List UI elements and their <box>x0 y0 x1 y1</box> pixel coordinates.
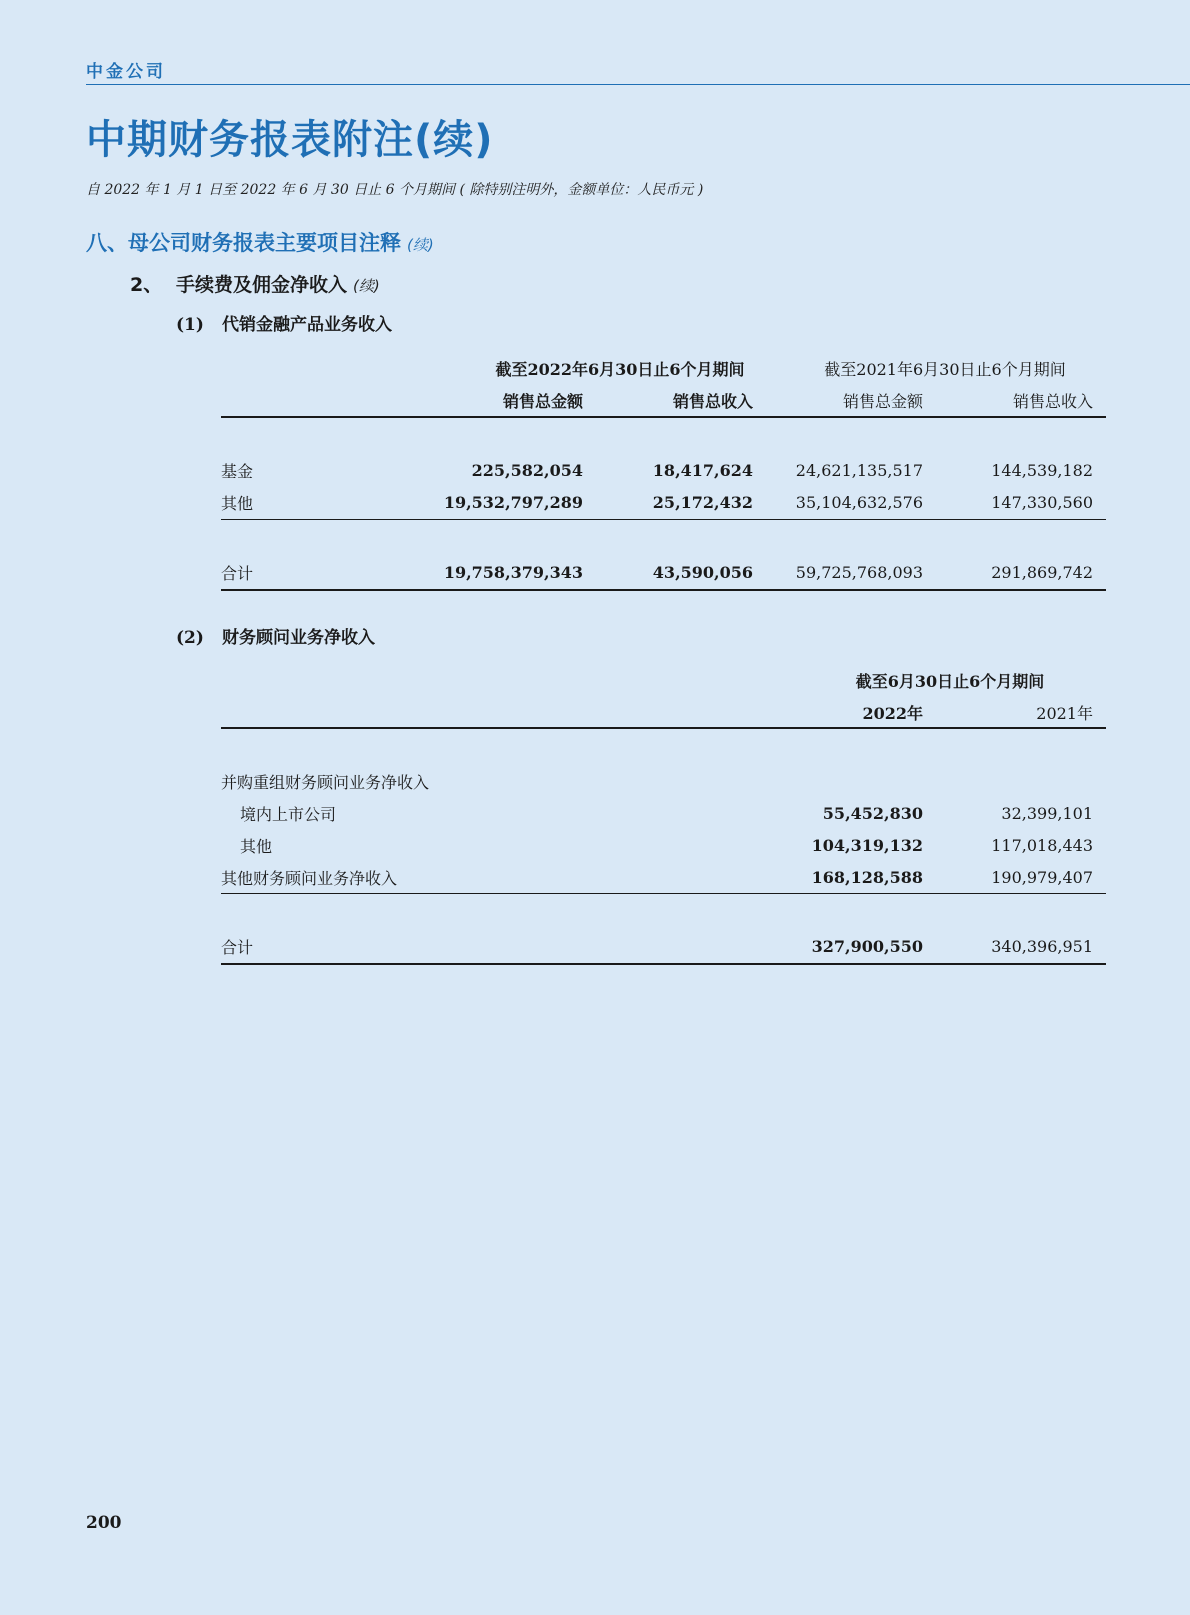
table2-total-rule <box>221 963 1106 965</box>
row-label: 合计 <box>221 564 254 583</box>
cell-value: 104,319,132 <box>811 836 923 855</box>
table1-subtotal-rule <box>221 519 1106 520</box>
cell-value: 144,539,182 <box>991 461 1093 480</box>
table2-heading <box>176 623 375 648</box>
row-label: 其他 <box>221 494 254 513</box>
subsection-heading <box>130 270 380 297</box>
table2-col-header: 2022年 <box>862 704 923 723</box>
section-title: 八、母公司财务报表主要项目注释 <box>86 231 401 255</box>
cell-value: 32,399,101 <box>1001 804 1093 823</box>
subsection-title: 手续费及佣金净收入 <box>176 274 348 296</box>
subsection-number: 2、 <box>130 274 163 296</box>
table2-header-rule <box>221 727 1106 729</box>
table2-col-header: 2021年 <box>1036 704 1093 723</box>
cell-value: 24,621,135,517 <box>795 461 923 480</box>
row-label: 基金 <box>221 462 254 481</box>
row-label: 合计 <box>221 938 254 957</box>
table1-col-header: 销售总收入 <box>672 392 753 411</box>
section-cont: (续) <box>407 236 434 254</box>
table1-header-rule <box>221 416 1106 418</box>
section-heading <box>86 227 434 257</box>
cell-value: 327,900,550 <box>811 937 923 956</box>
cell-value: 35,104,632,576 <box>795 493 923 512</box>
table2-period: 截至6月30日止6个月期间 <box>855 672 1045 691</box>
row-label: 其他 <box>240 837 273 856</box>
table1-heading <box>176 310 392 335</box>
cell-value: 55,452,830 <box>822 804 923 823</box>
page-title: 中期财务报表附注(续) <box>86 117 494 163</box>
cell-value: 43,590,056 <box>652 563 753 582</box>
table1-title: 代销金融产品业务收入 <box>222 315 392 335</box>
table1-period-2021: 截至2021年6月30日止6个月期间 <box>824 360 1066 379</box>
table2-title: 财务顾问业务净收入 <box>222 628 375 648</box>
table1-col-header: 销售总金额 <box>502 392 583 411</box>
table1-col-header: 销售总收入 <box>1012 392 1093 411</box>
cell-value: 18,417,624 <box>652 461 753 480</box>
table1-number: (1) <box>176 315 204 335</box>
header-rule <box>86 84 1190 85</box>
cell-value: 25,172,432 <box>652 493 753 512</box>
cell-value: 168,128,588 <box>811 868 923 887</box>
cell-value: 19,532,797,289 <box>443 493 583 512</box>
company-name: 中金公司 <box>86 62 166 82</box>
page-subtitle: 自 2022 年 1 月 1 日至 2022 年 6 月 30 日止 6 个月期间 ( 除特别注明外，金额单位：人民币元 ) <box>86 182 704 198</box>
table2-number: (2) <box>176 628 204 648</box>
row-label: 境内上市公司 <box>240 805 337 824</box>
cell-value: 59,725,768,093 <box>795 563 923 582</box>
cell-value: 291,869,742 <box>991 563 1093 582</box>
cell-value: 340,396,951 <box>991 937 1093 956</box>
page-number: 200 <box>86 1513 122 1533</box>
cell-value: 19,758,379,343 <box>443 563 583 582</box>
cell-value: 190,979,407 <box>991 868 1093 887</box>
subsection-cont: (续) <box>353 277 380 295</box>
cell-value: 147,330,560 <box>991 493 1093 512</box>
cell-value: 117,018,443 <box>991 836 1093 855</box>
group-label: 并购重组财务顾问业务净收入 <box>221 773 430 792</box>
table1-col-header: 销售总金额 <box>842 392 923 411</box>
table1-period-2022: 截至2022年6月30日止6个月期间 <box>495 360 745 379</box>
row-label: 其他财务顾问业务净收入 <box>221 869 398 888</box>
table1-total-rule <box>221 589 1106 591</box>
cell-value: 225,582,054 <box>471 461 583 480</box>
table2-subtotal-rule <box>221 893 1106 894</box>
